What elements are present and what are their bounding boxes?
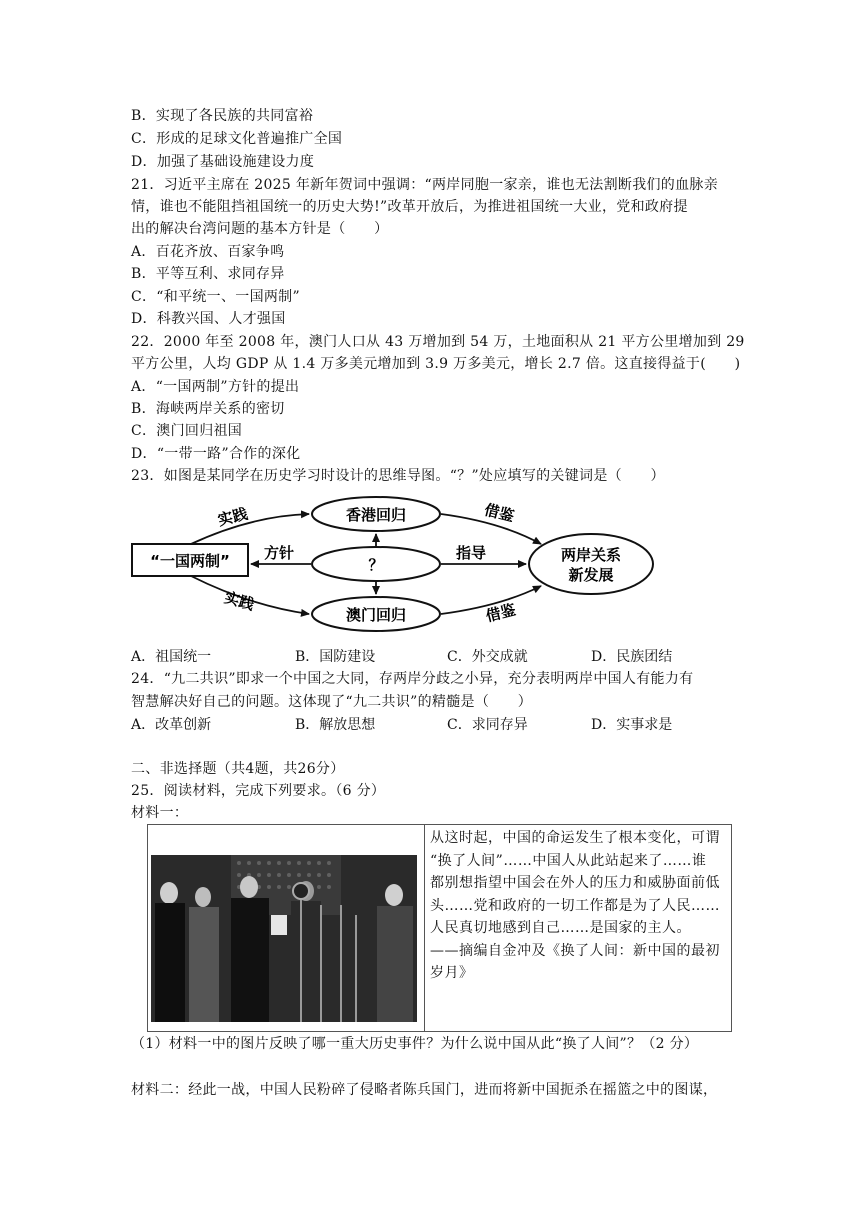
q20-option-c: C．形成的足球文化普遍推广全国 — [131, 131, 343, 147]
q23-stem: 23．如图是某同学在历史学习时设计的思维导图。“？”处应填写的关键词是（ ） — [131, 468, 665, 484]
q21-option-b: B．平等互利、求同存异 — [131, 266, 285, 282]
label-reference-bottom: 借鉴 — [484, 600, 518, 626]
label-reference-top: 借鉴 — [482, 500, 516, 526]
q24-option-b: B．解放思想 — [295, 717, 376, 733]
founding-ceremony-photo — [151, 855, 417, 1022]
quote-line: 人民真切地感到自己……是国家的主人。 — [430, 920, 691, 936]
center-node-label: ？ — [368, 556, 384, 574]
q24-stem-line2: 智慧解决好自己的问题。这体现了“九二共识”的精髓是（ ） — [131, 694, 533, 710]
q21-option-a: A．百花齐放、百家争鸣 — [131, 244, 285, 260]
q22-option-d: D．“一带一路”合作的深化 — [131, 446, 301, 462]
bottom-node-label: 澳门回归 — [345, 606, 407, 624]
q22-stem-line2: 平方公里，人均 GDP 从 1.4 万多美元增加到 3.9 万多美元，增长 2.7 倍。这直接得益于( ) — [131, 356, 741, 372]
quote-line: 都别想指望中国会在外人的压力和威胁面前低 — [430, 875, 720, 891]
q23-option-b: B．国防建设 — [295, 649, 376, 665]
quote-source-line2: 岁月》 — [430, 965, 474, 981]
q22-option-b: B．海峡两岸关系的密切 — [131, 401, 285, 417]
mind-map-diagram — [131, 494, 659, 634]
section-title: 二、非选择题（共4题，共26分） — [131, 761, 345, 777]
left-box-label: “一国两制” — [150, 552, 230, 570]
q24-stem-line1: 24．“九二共识”即求一个中国之大同，存两岸分歧之小异，充分表明两岸中国人有能力有 — [131, 671, 694, 687]
arrow-practice-top — [191, 514, 309, 544]
q20-option-b: B．实现了各民族的共同富裕 — [131, 108, 314, 124]
table-divider — [424, 825, 425, 1031]
q24-option-c: C．求同存异 — [447, 717, 528, 733]
label-guide: 指导 — [455, 544, 487, 562]
material2: 材料二：经此一战，中国人民粉碎了侵略者陈兵国门，进而将新中国扼杀在摇篮之中的图谋， — [131, 1082, 718, 1098]
q20-option-d: D．加强了基础设施建设力度 — [131, 154, 315, 170]
q25-sub1: （1）材料一中的图片反映了哪一重大历史事件？为什么说中国从此“换了人间”？（2 分） — [131, 1036, 699, 1052]
quote-line: 头……党和政府的一切工作都是为了人民…… — [430, 897, 720, 914]
right-node-line1: 两岸关系 — [560, 546, 622, 564]
material1-quote — [430, 827, 732, 985]
q24-option-d: D．实事求是 — [591, 717, 673, 733]
quote-line: 从这时起，中国的命运发生了根本变化，可谓 — [430, 830, 720, 846]
q23-option-c: C．外交成就 — [447, 649, 528, 665]
q22-option-a: A．“一国两制”方针的提出 — [131, 379, 300, 395]
q21-option-c: C．“和平统一、一国两制” — [131, 289, 300, 305]
q21-stem-line2: 情，谁也不能阻挡祖国统一的历史大势!”改革开放后，为推进祖国统一大业，党和政府提 — [131, 199, 688, 215]
material1-table — [147, 824, 732, 1032]
q21-option-d: D．科教兴国、人才强国 — [131, 311, 286, 327]
q21-stem-line3: 出的解决台湾问题的基本方针是（ ） — [131, 221, 389, 237]
right-node-line2: 新发展 — [568, 566, 614, 584]
quote-line: “换了人间”……中国人从此站起来了……谁 — [430, 852, 707, 869]
top-node-label: 香港回归 — [345, 506, 407, 524]
label-policy: 方针 — [263, 544, 295, 562]
material1-label: 材料一： — [131, 805, 189, 821]
q21-stem-line1: 21．习近平主席在 2025 年新年贺词中强调：“两岸同胞一家亲，谁也无法割断我们的血脉亲 — [131, 177, 718, 193]
quote-source-line1: ——摘编自金冲及《换了人间：新中国的最初 — [430, 942, 720, 959]
q22-option-c: C．澳门回归祖国 — [131, 423, 243, 439]
label-practice-top: 实践 — [216, 504, 250, 530]
q23-option-a: A．祖国统一 — [131, 649, 212, 665]
q24-option-a: A．改革创新 — [131, 717, 212, 733]
cross-strait-node — [529, 534, 653, 594]
q25-stem: 25．阅读材料，完成下列要求。（6 分） — [131, 783, 386, 799]
q22-stem-line1: 22．2000 年至 2008 年，澳门人口从 43 万增加到 54 万，土地面积从 21 平方公里增加到 29 — [131, 334, 745, 350]
q23-option-d: D．民族团结 — [591, 649, 673, 665]
label-practice-bottom: 实践 — [222, 588, 257, 614]
